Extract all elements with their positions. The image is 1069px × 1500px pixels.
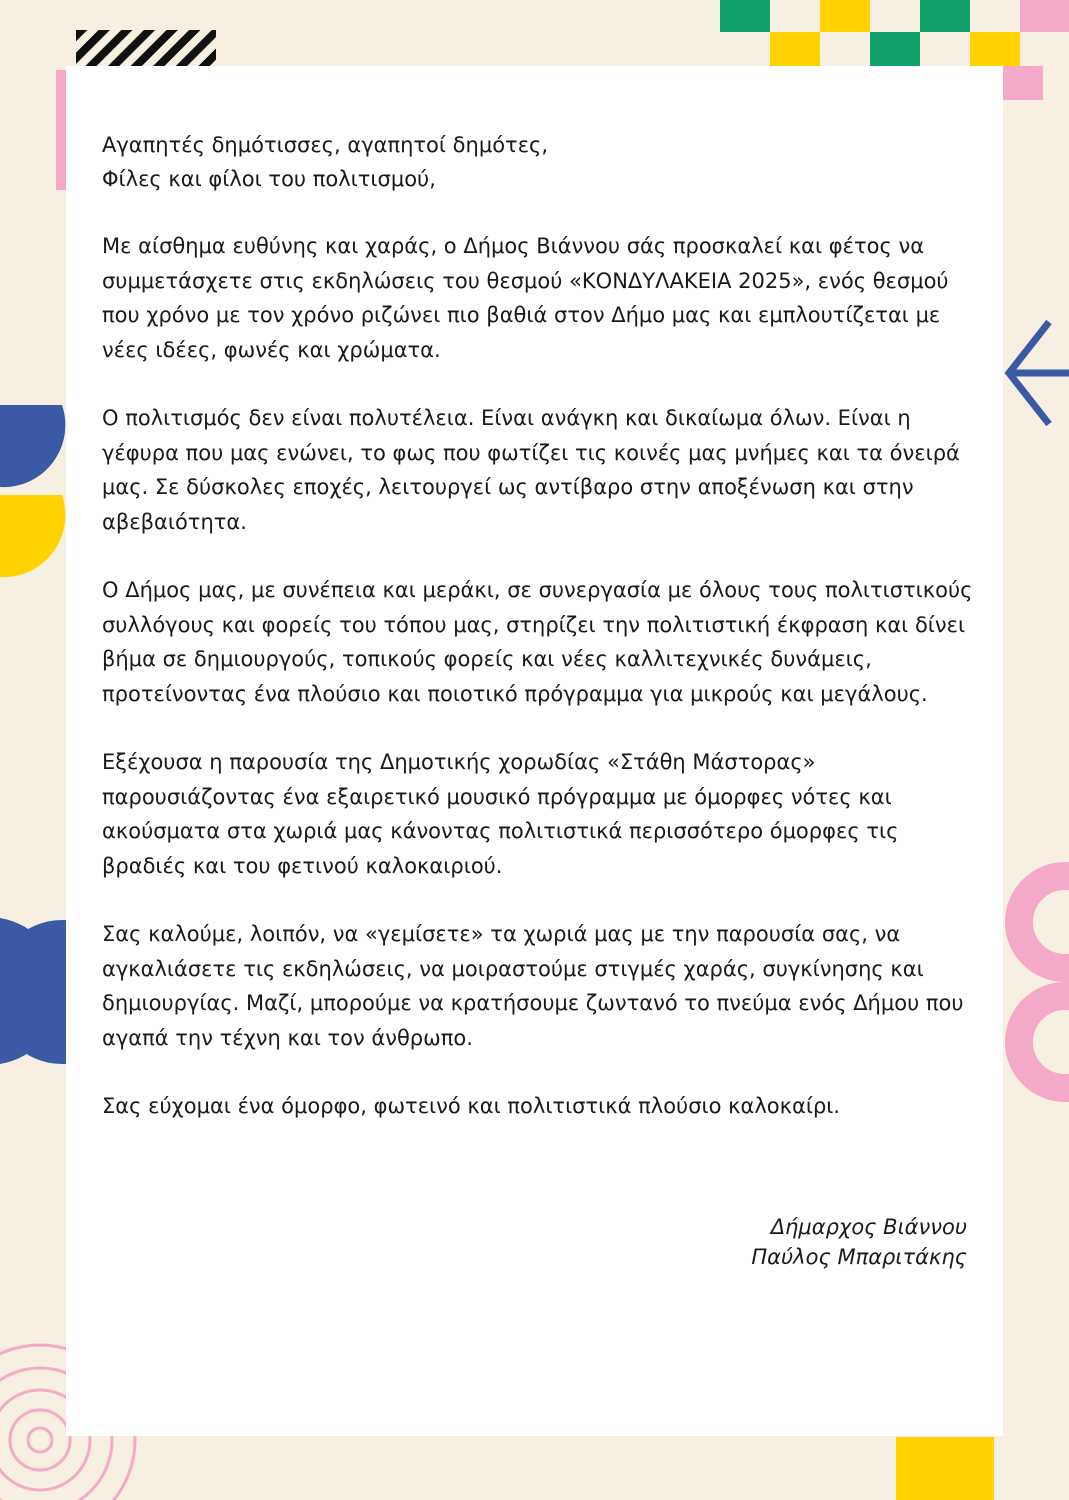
yellow-square-decoration	[820, 0, 870, 32]
pink-rings-decoration-icon	[1003, 860, 1069, 1105]
stripes-decoration-icon	[76, 30, 216, 66]
pink-bar-decoration	[56, 70, 66, 190]
letter-page	[66, 66, 1003, 1436]
yellow-block-decoration	[896, 1437, 994, 1500]
paragraph-wishes: Σας εύχομαι ένα όμορφο, φωτεινό και πολιτιστικά πλούσιο καλοκαίρι.	[102, 1094, 841, 1118]
paragraph-call: Σας καλούμε, λοιπόν, να «γεμίσετε» τα χωριά μας με την παρουσία σας, να αγκαλιάσετε τις εκδηλώσεις, να μοιραστούμε στιγμές χαράς, συγκίνησης και δημιουργίας. Μαζί, μπορούμε να κρατήσουμε ζωντανό το πνεύμα ενός Δήμου που αγαπά την τέχνη και τον άνθρωπο.	[102, 922, 964, 1050]
signature-block	[751, 1212, 967, 1272]
letter-greeting	[102, 128, 982, 196]
signature-name: Παύλος Μπαριτάκης	[751, 1245, 967, 1269]
paragraph-municipality: Ο Δήμος μας, με συνέπεια και μεράκι, σε συνεργασία με όλους τους πολιτιστικούς συλλόγους και φορείς του τόπου μας, στηρίζει την πολιτιστική έκφραση και δίνει βήμα σε δημιουργούς, τοπικούς φορείς και νέες καλλιτεχνικές δυνάμεις, προτείνοντας ένα πλούσιο και ποιοτικό πρόγραμμα για μικρούς και μεγάλους.	[102, 578, 973, 706]
signature-role: Δήμαρχος Βιάννου	[770, 1215, 967, 1239]
paragraph-invitation: Με αίσθημα ευθύνης και χαράς, ο Δήμος Βιάννου σάς προσκαλεί και φέτος να συμμετάσχετε στις εκδηλώσεις του θεσμού «ΚΟΝΔΥΛΑΚΕΙΑ 2025», ενός θεσμού που χρόνο με τον χρόνο ριζώνει πιο βαθιά στον Δήμο μας και εμπλουτίζεται με νέες ιδέες, φωνές και χρώματα.	[102, 234, 949, 362]
arrow-left-decoration-icon	[1003, 318, 1069, 428]
greeting-line-2: Φίλες και φίλοι του πολιτισμού,	[102, 167, 436, 191]
half-circles-decoration-icon	[0, 405, 66, 580]
paragraph-choir: Εξέχουσα η παρουσία της Δημοτικής χορωδίας «Στάθη Μάστορας» παρουσιάζοντας ένα εξαιρετικό μουσικό πρόγραμμα με όμορφες νότες και ακούσματα στα χωριά μας κάνοντας πολιτιστικά περισσότερο όμορφες τις βραδιές και του φετινού καλοκαιριού.	[102, 750, 899, 878]
paragraph-culture: Ο πολιτισμός δεν είναι πολυτέλεια. Είναι ανάγκη και δικαίωμα όλων. Είναι η γέφυρα που μας ενώνει, το φως που φωτίζει τις κοινές μας μνήμες και τα όνειρά μας. Σε δύσκολες εποχές, λειτουργεί ως αντίβαρο στην αποξένωση και στην αβεβαιότητα.	[102, 406, 960, 534]
letter-body	[102, 229, 982, 1158]
greeting-line-1: Αγαπητές δημότισσες, αγαπητοί δημότες,	[102, 133, 549, 157]
